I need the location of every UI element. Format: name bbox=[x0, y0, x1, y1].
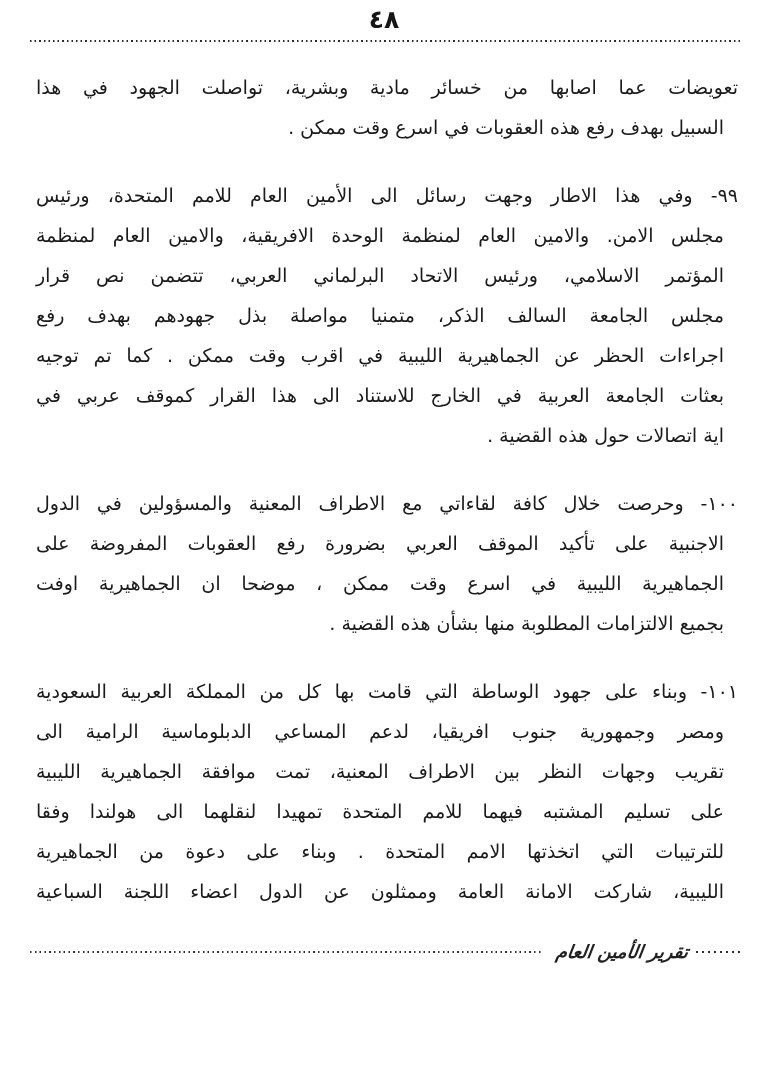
text-line: ١٠١- وبناء على جهود الوساطة التي قامت بها كل من المملكة العربية السعودية bbox=[36, 681, 738, 703]
text-line: اية اتصالات حول هذه القضية . bbox=[487, 425, 724, 447]
footer-right-dashes bbox=[696, 951, 744, 953]
text-line: ومصر وجمهورية جنوب افريقيا، لدعم المساعي الدبلوماسية الرامية الى bbox=[36, 721, 724, 743]
header-dotted-rule bbox=[30, 40, 742, 42]
text-line: الاجنبية على تأكيد الموقف العربي بضرورة رفع العقوبات المفروضة على bbox=[36, 533, 724, 555]
page-number: ٤٨ bbox=[368, 5, 400, 34]
text-line: الليبية، شاركت الامانة العامة وممثلون عن الدول اعضاء اللجنة السباعية bbox=[36, 881, 724, 903]
page-footer bbox=[30, 932, 744, 972]
text-line: للترتيبات التي اتخذتها الامم المتحدة . وبناء على دعوة من الجماهيرية bbox=[36, 841, 724, 863]
text-line: مجلس الامن. والامين العام لمنظمة الوحدة الافريقية، والامين العام لمنظمة bbox=[36, 225, 724, 247]
text-line: على تسليم المشتبه فيهما للامم المتحدة تمهيدا لنقلهما الى هولندا وفقا bbox=[36, 801, 724, 823]
text-line: بعثات الجامعة العربية في الخارج للاستناد الى هذا القرار كموقف عربي في bbox=[36, 385, 724, 407]
text-line: اجراءات الحظر عن الجماهيرية الليبية في اقرب وقت ممكن . كما تم توجيه bbox=[36, 345, 724, 367]
document-body bbox=[36, 68, 738, 912]
paragraph-99 bbox=[36, 176, 738, 456]
text-line: ١٠٠- وحرصت خلال كافة لقاءاتي مع الاطراف المعنية والمسؤولين في الدول bbox=[36, 493, 738, 515]
text-line: المؤتمر الاسلامي، ورئيس الاتحاد البرلماني العربي، تتضمن نص قرار bbox=[36, 265, 724, 287]
text-line: تقريب وجهات النظر بين الاطراف المعنية، تمت موافقة الجماهيرية الليبية bbox=[36, 761, 724, 783]
footer-running-title: تقرير الأمين العام bbox=[554, 941, 690, 963]
text-line: تعويضات عما اصابها من خسائر مادية وبشرية، تواصلت الجهود في هذا bbox=[36, 77, 738, 99]
text-line: بجميع الالتزامات المطلوبة منها بشأن هذه القضية . bbox=[329, 613, 724, 635]
text-line: مجلس الجامعة السالف الذكر، متمنيا مواصلة بذل جهودهم بهدف رفع bbox=[36, 305, 724, 327]
text-line: الجماهيرية الليبية في اسرع وقت ممكن ، موضحا ان الجماهيرية اوفت bbox=[36, 573, 724, 595]
footer-dotted-rule bbox=[30, 951, 542, 953]
paragraph-101 bbox=[36, 672, 738, 912]
paragraph-100 bbox=[36, 484, 738, 644]
paragraph-continuation bbox=[36, 68, 738, 148]
text-line: السبيل بهدف رفع هذه العقوبات في اسرع وقت ممكن . bbox=[288, 117, 724, 139]
text-line: ٩٩- وفي هذا الاطار وجهت رسائل الى الأمين العام للامم المتحدة، ورئيس bbox=[36, 185, 738, 207]
